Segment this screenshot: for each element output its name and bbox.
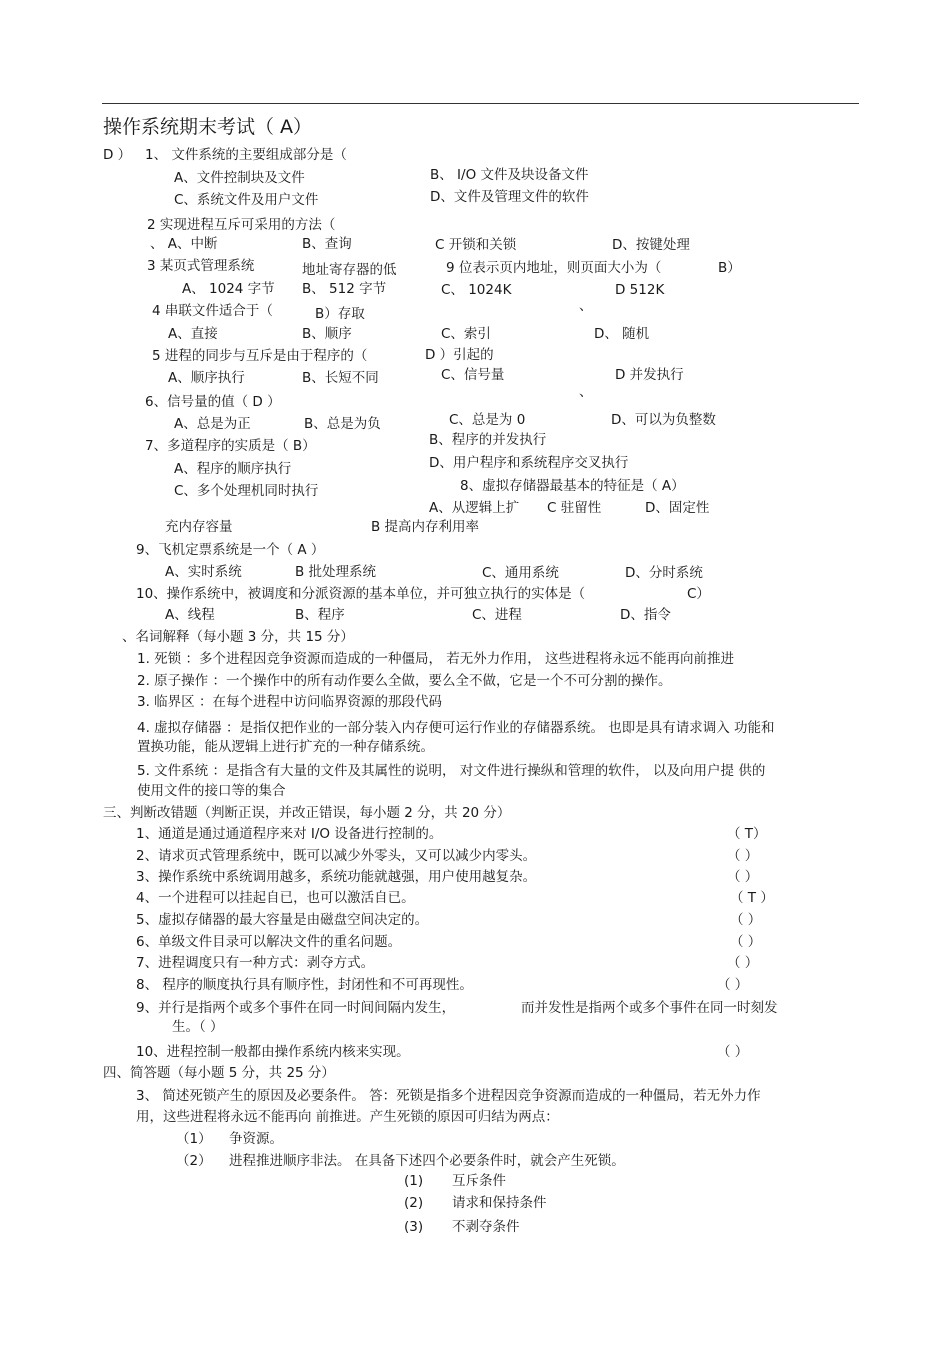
judge-answer-5: （ ） — [730, 912, 762, 928]
q3-answer: B） — [718, 260, 741, 276]
q6-option-c: C、总是为 0 — [449, 412, 526, 428]
page-title: 操作系统期末考试（ A） — [103, 116, 313, 138]
q2-option-b: B、查询 — [302, 236, 352, 252]
q9-option-c: C、通用系统 — [482, 565, 559, 581]
judge-answer-6: （ ） — [730, 934, 762, 950]
q3-stray-mark: 、 — [579, 298, 593, 314]
q5-option-d: D 并发执行 — [615, 367, 684, 383]
q7-stem: 7、多道程序的实质是（ B） — [145, 438, 316, 454]
q1-option-a: A、文件控制块及文件 — [174, 170, 305, 186]
q8-option-a-cont: 充内存容量 — [165, 519, 233, 535]
top-rule — [102, 103, 859, 104]
judge-item-6: 6、单级文件目录可以解决文件的重名问题。 — [136, 934, 402, 950]
judge-item-10: 10、进程控制一般都由操作系统内核来实现。 — [136, 1044, 410, 1060]
judge-item-9-part2: 而并发性是指两个或多个事件在同一时刻发 — [521, 1000, 778, 1016]
q2-option-d: D、按键处理 — [612, 237, 690, 253]
q2-option-a: 、 A、中断 — [150, 236, 218, 252]
q4-option-c: C、索引 — [441, 326, 491, 342]
q3-option-b: B、 512 字节 — [302, 281, 387, 297]
q8-stem: 8、虚拟存储器最基本的特征是（ A） — [460, 478, 685, 494]
judge-item-5: 5、虚拟存储器的最大容量是由磁盘空间决定的。 — [136, 912, 429, 928]
judge-item-7: 7、进程调度只有一种方式：剥夺方式。 — [136, 955, 375, 971]
reason-num-1: （1） — [176, 1131, 212, 1147]
reason-text-1: 争资源。 — [229, 1131, 283, 1147]
condition-num-2: (2) — [404, 1195, 424, 1211]
reason-text-2: 进程推进顺序非法。 在具备下述四个必要条件时，就会产生死锁。 — [229, 1153, 625, 1169]
q4-stem: 4 串联文件适合于（ — [152, 303, 273, 319]
q4-answer: B）存取 — [315, 306, 365, 322]
q8-option-c: D、固定性 — [645, 500, 710, 516]
q3-stem: 3 某页式管理系统 — [147, 258, 255, 274]
q1-option-c: C、系统文件及用户文件 — [174, 192, 319, 208]
q7-option-c: C、多个处理机同时执行 — [174, 483, 319, 499]
judge-item-1: 1、通道是通过通道程序来对 I/O 设备进行控制的。 — [136, 826, 443, 842]
judge-item-4: 4、一个进程可以挂起自已，也可以激活自已。 — [136, 890, 415, 906]
q10-stem: 10、操作系统中，被调度和分派资源的基本单位，并可独立执行的实体是（ — [136, 586, 586, 602]
q1-option-b: B、 I/O 文件及块设备文件 — [430, 167, 589, 183]
q7-option-d: D、用户程序和系统程序交叉执行 — [429, 455, 629, 471]
section2-heading: 、名词解释（每小题 3 分，共 15 分） — [122, 629, 354, 645]
q10-option-d: D、指令 — [620, 607, 671, 623]
judge-answer-7: （ ） — [727, 955, 759, 971]
q10-option-b: B、程序 — [295, 607, 345, 623]
q5-option-c: C、信号量 — [441, 367, 505, 383]
q8-option-d: B 提高内存利用率 — [371, 519, 480, 535]
condition-text-1: 互斥条件 — [452, 1173, 506, 1189]
q1-option-d: D、文件及管理文件的软件 — [430, 189, 589, 205]
judge-answer-3: （ ） — [727, 869, 759, 885]
q3-stem-mid: 地址寄存器的低 — [302, 262, 397, 278]
q9-option-b: B 批处理系统 — [295, 564, 377, 580]
q7-option-b: B、程序的并发执行 — [429, 432, 547, 448]
judge-answer-2: （ ） — [727, 848, 759, 864]
judge-item-2: 2、请求页式管理系统中，既可以减少外零头，又可以减少内零头。 — [136, 848, 537, 864]
judge-answer-1: （ T） — [727, 826, 767, 842]
q5-stray-mark: 、 — [579, 384, 593, 400]
q6-option-b: B、总是为负 — [304, 416, 381, 432]
term-deadlock: 1. 死锁 ：多个进程因竞争资源而造成的一种僵局， 若无外力作用， 这些进程将永远不能再向前推进 — [137, 651, 735, 667]
q3-stem-tail: 9 位表示页内地址，则页面大小为（ — [446, 260, 662, 276]
q4-option-b: B、顺序 — [302, 326, 352, 342]
judge-item-9-part3: 生。（ ） — [172, 1019, 224, 1035]
q5-stem: 5 进程的同步与互斥是由于程序的（ — [152, 348, 368, 364]
q8-option-a: A、从逻辑上扩 — [429, 500, 520, 516]
q3-option-c: C、 1024K — [441, 282, 512, 298]
condition-num-1: (1) — [404, 1173, 424, 1189]
q1-stem: 1、 文件系统的主要组成部分是（ — [145, 147, 347, 163]
q10-option-a: A、线程 — [165, 607, 215, 623]
reason-num-2: （2） — [176, 1153, 212, 1169]
q6-stem: 6、信号量的值（ D ） — [145, 394, 281, 410]
judge-item-9-part1: 9、并行是指两个或多个事件在同一时间间隔内发生， — [136, 1000, 456, 1016]
section4-heading: 四、简答题（每小题 5 分，共 25 分） — [103, 1065, 335, 1081]
short-answer-q3-line2: 用，这些进程将永远不能再向 前推进。产生死锁的原因可归结为两点： — [136, 1109, 559, 1125]
judge-answer-8: （ ） — [717, 977, 749, 993]
judge-answer-10: （ ） — [717, 1044, 749, 1060]
condition-text-2: 请求和保持条件 — [452, 1195, 547, 1211]
term-virtual-memory-line1: 4. 虚拟存储器 ：是指仅把作业的一部分装入内存便可运行作业的存储器系统。 也即是具有请求调入 功能和 — [137, 720, 775, 736]
judge-item-8: 8、 程序的顺度执行具有顺序性，封闭性和不可再现性。 — [136, 977, 473, 993]
term-virtual-memory-line2: 置换功能，能从逻辑上进行扩充的一种存储系统。 — [137, 739, 434, 755]
q7-option-a: A、程序的顺序执行 — [174, 461, 292, 477]
q10-answer: C） — [687, 586, 710, 602]
q6-option-d: D、可以为负整数 — [611, 412, 716, 428]
q5-option-b: B、长短不同 — [302, 370, 379, 386]
q8-option-b: C 驻留性 — [547, 500, 602, 516]
q4-option-d: D、 随机 — [594, 326, 650, 342]
q9-stem: 9、飞机定票系统是一个（ A ） — [136, 542, 325, 558]
q3-option-d: D 512K — [615, 282, 665, 298]
condition-text-3: 不剥夺条件 — [452, 1219, 520, 1235]
q2-stem: 2 实现进程互斥可采用的方法（ — [147, 217, 336, 233]
q5-option-a: A、顺序执行 — [168, 370, 245, 386]
q10-option-c: C、进程 — [472, 607, 522, 623]
judge-item-3: 3、操作系统中系统调用越多，系统功能就越强，用户使用越复杂。 — [136, 869, 537, 885]
short-answer-q3-line1: 3、 简述死锁产生的原因及必要条件。 答：死锁是指多个进程因竞争资源而造成的一种僵局，若无外力作 — [136, 1088, 761, 1104]
term-file-system-line2: 使用文件的接口等的集合 — [137, 783, 286, 799]
q5-answer: D ）引起的 — [425, 347, 494, 363]
judge-answer-4: （ T ） — [730, 890, 774, 906]
q4-option-a: A、直接 — [168, 326, 218, 342]
q9-option-a: A、实时系统 — [165, 564, 242, 580]
term-atomic-operation: 2. 原子操作 ：一个操作中的所有动作要么全做，要么全不做，它是一个不可分割的操作。 — [137, 673, 672, 689]
term-critical-section: 3. 临界区 ：在每个进程中访问临界资源的那段代码 — [137, 694, 442, 710]
q2-option-c: C 开锁和关锁 — [435, 237, 517, 253]
q3-option-a: A、 1024 字节 — [182, 281, 275, 297]
section1-marker: D ） — [103, 147, 132, 163]
q9-option-d: D、分时系统 — [625, 565, 703, 581]
term-file-system-line1: 5. 文件系统 ：是指含有大量的文件及其属性的说明， 对文件进行操纵和管理的软件， 以及向用户提 供的 — [137, 763, 766, 779]
condition-num-3: (3) — [404, 1219, 424, 1235]
section3-heading: 三、判断改错题（判断正误，并改正错误，每小题 2 分，共 20 分） — [103, 805, 511, 821]
q6-option-a: A、总是为正 — [174, 416, 251, 432]
